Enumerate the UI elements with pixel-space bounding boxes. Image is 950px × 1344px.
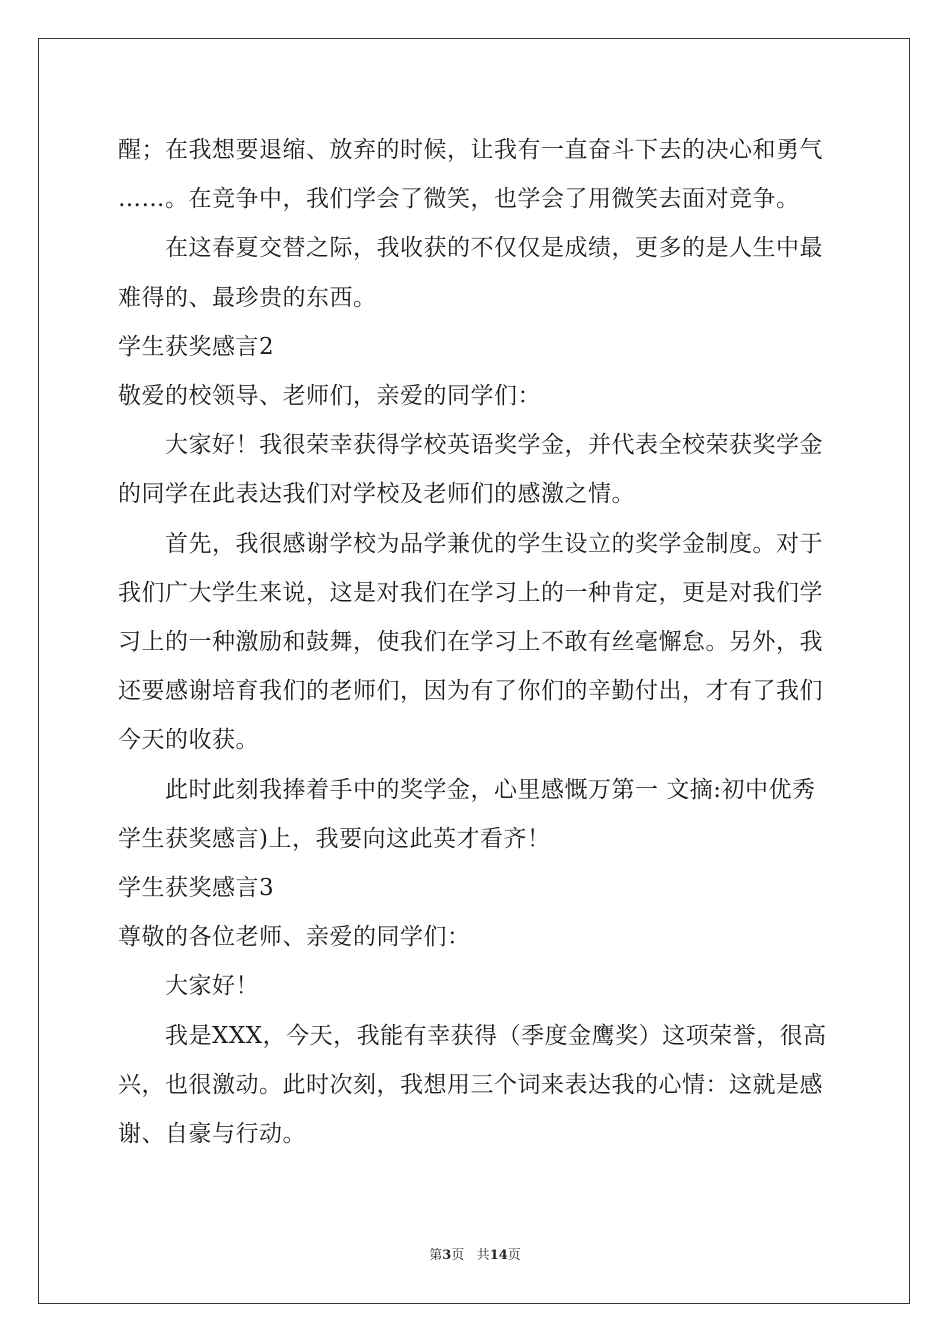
footer-total-unit: 页 <box>507 1248 521 1263</box>
text-line-15: 学生获奖感言)上，我要向这此英才看齐！ <box>118 825 551 852</box>
text-line-2: ……。在竞争中，我们学会了微笑，也学会了用微笑去面对竞争。 <box>118 186 800 213</box>
text-line-7: 大家好！我很荣幸获得学校英语奖学金，并代表全校荣获奖学金 <box>165 432 823 459</box>
text-line-3: 在这春夏交替之际，我收获的不仅仅是成绩，更多的是人生中最 <box>165 235 823 262</box>
footer-prefix: 第 <box>429 1248 443 1263</box>
greeting-3: 大家好！ <box>165 973 259 1000</box>
text-line-20: 兴，也很激动。此时次刻，我想用三个词来表达我的心情：这就是感 <box>118 1071 823 1098</box>
salutation-3: 尊敬的各位老师、亲爱的同学们： <box>118 924 471 951</box>
page-border <box>38 38 910 1304</box>
text-line-9: 首先，我很感谢学校为品学兼优的学生设立的奖学金制度。对于 <box>165 530 823 557</box>
page-footer <box>0 1248 950 1264</box>
section-heading-2: 学生获奖感言2 <box>118 333 275 360</box>
text-line-11: 习上的一种激励和鼓舞，使我们在学习上不敢有丝毫懈怠。另外，我 <box>118 629 823 655</box>
text-line-4: 难得的、最珍贵的东西。 <box>118 284 377 311</box>
current-page-number: 3 <box>442 1248 452 1263</box>
text-line-21: 谢、自豪与行动。 <box>118 1121 306 1147</box>
text-line-8: 的同学在此表达我们对学校及老师们的感激之情。 <box>118 481 635 508</box>
footer-page-unit: 页 <box>451 1248 465 1263</box>
text-line-13: 今天的收获。 <box>118 727 259 754</box>
text-line-14: 此时此刻我捧着手中的奖学金，心里感慨万第一 文摘:初中优秀 <box>165 776 816 803</box>
text-line-1: 醒；在我想要退缩、放弃的时候，让我有一直奋斗下去的决心和勇气 <box>118 137 823 163</box>
footer-total-prefix: 共 <box>476 1248 490 1263</box>
text-line-12: 还要感谢培育我们的老师们，因为有了你们的辛勤付出，才有了我们 <box>118 678 823 705</box>
text-line-19: 我是XXX，今天，我能有幸获得（季度金鹰奖）这项荣誉，很高 <box>165 1022 827 1049</box>
text-line-10: 我们广大学生来说，这是对我们在学习上的一种肯定，更是对我们学 <box>118 579 823 606</box>
total-page-count: 14 <box>489 1248 508 1263</box>
section-heading-3: 学生获奖感言3 <box>118 875 275 901</box>
salutation-2: 敬爱的校领导、老师们，亲爱的同学们： <box>118 383 541 409</box>
